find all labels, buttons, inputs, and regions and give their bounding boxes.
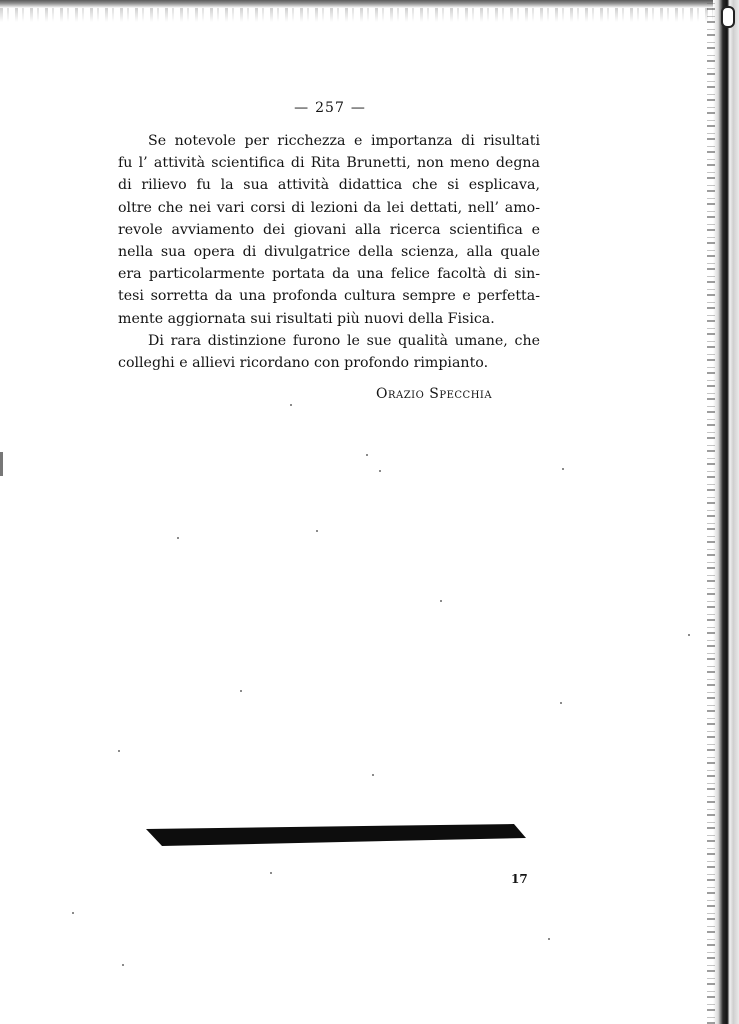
text-line: era particolarmente portata da una felice facoltà di sin- <box>118 266 540 283</box>
page-number <box>0 100 660 116</box>
body-text <box>118 130 540 374</box>
scan-speck <box>379 470 381 472</box>
scan-speck <box>688 634 690 636</box>
text-line: revole avviamento dei giovani alla ricerca scientifica e <box>118 221 540 238</box>
scan-top-edge <box>0 0 739 8</box>
text-line: mente aggiornata sui risultati più nuovi della Fisica. <box>118 310 495 327</box>
page-number-dash-left: — <box>294 100 310 116</box>
text-line: Se notevole per ricchezza e importanza di risultati <box>148 133 540 149</box>
scan-top-edge-texture <box>0 8 739 22</box>
scan-left-mark <box>0 452 3 476</box>
text-line: nella sua opera di divulgatrice della scienza, alla quale <box>118 244 540 261</box>
scan-speck <box>548 938 550 940</box>
scan-speck <box>562 468 564 470</box>
text-line: di rilievo fu la sua attività didattica che si esplicava, <box>118 177 540 194</box>
scan-speck <box>366 454 368 456</box>
text-line: fu l’ attività scientifica di Rita Brunetti, non meno degna <box>118 155 540 172</box>
printer-signature-mark: 17 <box>511 872 528 886</box>
text-line: colleghi e allievi ricordano con profondo rimpianto. <box>118 355 489 372</box>
scan-speck <box>177 537 179 539</box>
binding-clip-icon <box>721 6 735 28</box>
paragraph-1 <box>118 130 540 330</box>
scan-speck <box>316 530 318 532</box>
scan-speck <box>372 774 374 776</box>
paragraph-2 <box>118 330 540 374</box>
scan-speck <box>240 690 242 692</box>
scan-speck <box>560 702 562 704</box>
scan-right-edge-texture <box>707 0 715 1024</box>
scan-speck <box>122 964 124 966</box>
text-line: tesi sorretta da una profonda cultura sempre e perfetta- <box>118 288 540 305</box>
page-number-dash-right: — <box>350 100 366 116</box>
author-signature: Orazio Specchia <box>376 386 493 402</box>
scan-right-edge <box>713 0 739 1024</box>
scan-speck <box>118 750 120 752</box>
scan-speck <box>270 872 272 874</box>
page-number-value: 257 <box>315 100 345 116</box>
decorative-black-bar <box>146 824 526 846</box>
scan-speck <box>440 600 442 602</box>
text-line: oltre che nei vari corsi di lezioni da lei dettati, nell’ amo- <box>118 199 540 216</box>
scan-speck <box>72 912 74 914</box>
scan-speck <box>290 404 292 406</box>
text-line: Di rara distinzione furono le sue qualità umane, che <box>148 332 540 349</box>
